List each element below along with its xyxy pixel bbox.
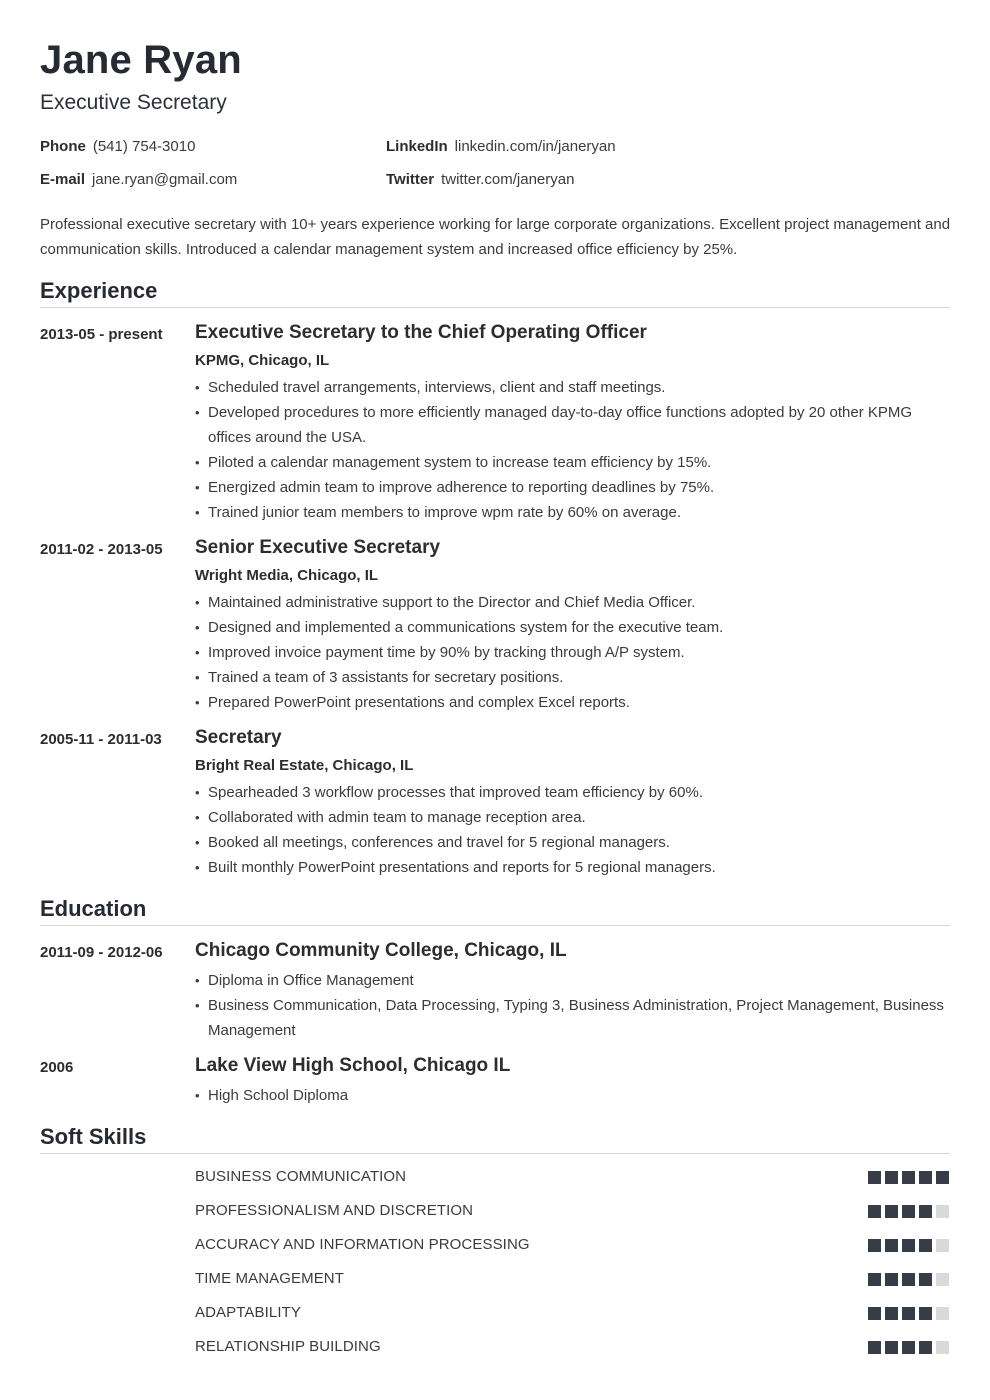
candidate-role: Executive Secretary (40, 91, 227, 114)
contact-linkedin (386, 138, 616, 155)
list-item: • Piloted a calendar management system to increase team efficiency by 15%. (195, 450, 950, 475)
email-value[interactable]: jane.ryan@gmail.com (92, 171, 238, 188)
rating-filled-square-icon (868, 1171, 881, 1184)
school-name: Lake View High School, Chicago IL (195, 1055, 511, 1076)
rating-filled-square-icon (868, 1307, 881, 1320)
contact-email (40, 171, 237, 188)
rating-filled-square-icon (936, 1171, 949, 1184)
job-title: Secretary (195, 727, 282, 748)
section-title-soft-skills: Soft Skills (40, 1124, 147, 1149)
job-title: Senior Executive Secretary (195, 537, 441, 558)
skill-row (40, 1270, 950, 1290)
rating-filled-square-icon (902, 1307, 915, 1320)
rating-empty-square-icon (936, 1307, 949, 1320)
skill-row (40, 1168, 950, 1188)
skill-rating (868, 1239, 949, 1252)
rating-filled-square-icon (885, 1341, 898, 1354)
list-item: • Built monthly PowerPoint presentations and reports for 5 regional managers. (195, 855, 950, 880)
company-name: Bright Real Estate, Chicago, IL (195, 757, 414, 774)
school-name: Chicago Community College, Chicago, IL (195, 940, 567, 961)
skill-name: BUSINESS COMMUNICATION (195, 1168, 407, 1185)
skill-name: TIME MANAGEMENT (195, 1270, 345, 1287)
list-item: • Collaborated with admin team to manage reception area. (195, 805, 950, 830)
bullet-list (195, 780, 950, 880)
rating-empty-square-icon (936, 1205, 949, 1218)
rating-filled-square-icon (919, 1171, 932, 1184)
section-title-experience: Experience (40, 278, 158, 303)
profile-summary: Professional executive secretary with 10+ years experience working for large corporate organizations. Excellent project management and communication skills. Introduced a calendar management system and increased office efficiency by 25%. (40, 216, 951, 258)
contact-twitter (386, 171, 574, 188)
list-item: • Improved invoice payment time by 90% by tracking through A/P system. (195, 640, 950, 665)
skill-name: PROFESSIONALISM AND DISCRETION (195, 1202, 474, 1219)
rating-filled-square-icon (919, 1273, 932, 1286)
skill-name: RELATIONSHIP BUILDING (195, 1338, 381, 1355)
rating-empty-square-icon (936, 1341, 949, 1354)
rating-filled-square-icon (885, 1273, 898, 1286)
bullet-list (195, 1083, 950, 1108)
list-item: • Energized admin team to improve adherence to reporting deadlines by 75%. (195, 475, 950, 500)
rating-filled-square-icon (902, 1273, 915, 1286)
skill-rating (868, 1273, 949, 1286)
skill-row (40, 1338, 950, 1358)
section-divider (40, 307, 950, 308)
list-item: • Business Communication, Data Processing, Typing 3, Business Administration, Project Management, Business Management (195, 993, 950, 1043)
section-divider (40, 925, 950, 926)
list-item: • Scheduled travel arrangements, interviews, client and staff meetings. (195, 375, 950, 400)
rating-filled-square-icon (868, 1239, 881, 1252)
phone-value: (541) 754-3010 (92, 138, 196, 155)
entry-date: 2005-11 - 2011-03 (40, 731, 162, 748)
rating-filled-square-icon (868, 1205, 881, 1218)
rating-empty-square-icon (936, 1239, 949, 1252)
job-title: Executive Secretary to the Chief Operating Officer (195, 322, 647, 343)
skill-rating (868, 1171, 949, 1184)
twitter-link[interactable]: twitter.com/janeryan (441, 171, 575, 188)
list-item: • Designed and implemented a communications system for the executive team. (195, 615, 950, 640)
list-item: • Prepared PowerPoint presentations and complex Excel reports. (195, 690, 950, 715)
section-divider (40, 1153, 950, 1154)
rating-filled-square-icon (902, 1239, 915, 1252)
rating-filled-square-icon (885, 1239, 898, 1252)
section-title-education: Education (40, 896, 147, 921)
list-item: • High School Diploma (195, 1083, 950, 1108)
linkedin-label: LinkedIn (386, 138, 448, 155)
linkedin-link[interactable]: linkedin.com/in/janeryan (454, 138, 616, 155)
rating-filled-square-icon (919, 1341, 932, 1354)
twitter-label: Twitter (386, 171, 435, 188)
rating-filled-square-icon (868, 1341, 881, 1354)
rating-filled-square-icon (902, 1205, 915, 1218)
list-item: • Diploma in Office Management (195, 968, 950, 993)
rating-empty-square-icon (936, 1273, 949, 1286)
contact-phone (40, 138, 195, 155)
list-item: • Spearheaded 3 workflow processes that improved team efficiency by 60%. (195, 780, 950, 805)
bullet-list (195, 968, 950, 1043)
bullet-list (195, 590, 950, 715)
list-item: • Developed procedures to more efficiently managed day-to-day office functions adopted by 20 other KPMG offices around the USA. (195, 400, 950, 450)
entry-date: 2011-09 - 2012-06 (40, 944, 163, 961)
rating-filled-square-icon (919, 1205, 932, 1218)
company-name: KPMG, Chicago, IL (195, 352, 330, 369)
rating-filled-square-icon (919, 1239, 932, 1252)
list-item: • Trained junior team members to improve wpm rate by 60% on average. (195, 500, 950, 525)
rating-filled-square-icon (868, 1273, 881, 1286)
list-item: • Maintained administrative support to the Director and Chief Media Officer. (195, 590, 950, 615)
entry-date: 2011-02 - 2013-05 (40, 541, 163, 558)
skill-rating (868, 1341, 949, 1354)
entry-date: 2013-05 - present (40, 326, 163, 343)
skill-row (40, 1202, 950, 1222)
list-item: • Trained a team of 3 assistants for secretary positions. (195, 665, 950, 690)
company-name: Wright Media, Chicago, IL (195, 567, 379, 584)
bullet-list (195, 375, 950, 525)
rating-filled-square-icon (885, 1205, 898, 1218)
candidate-name: Jane Ryan (40, 38, 242, 82)
rating-filled-square-icon (902, 1171, 915, 1184)
list-item: • Booked all meetings, conferences and travel for 5 regional managers. (195, 830, 950, 855)
rating-filled-square-icon (919, 1307, 932, 1320)
skill-name: ACCURACY AND INFORMATION PROCESSING (195, 1236, 530, 1253)
email-label: E-mail (40, 171, 86, 188)
rating-filled-square-icon (885, 1307, 898, 1320)
skill-name: ADAPTABILITY (195, 1304, 301, 1321)
entry-date: 2006 (40, 1059, 74, 1076)
skill-row (40, 1304, 950, 1324)
rating-filled-square-icon (885, 1171, 898, 1184)
phone-label: Phone (40, 138, 86, 155)
skill-rating (868, 1307, 949, 1320)
skill-row (40, 1236, 950, 1256)
rating-filled-square-icon (902, 1341, 915, 1354)
skill-rating (868, 1205, 949, 1218)
